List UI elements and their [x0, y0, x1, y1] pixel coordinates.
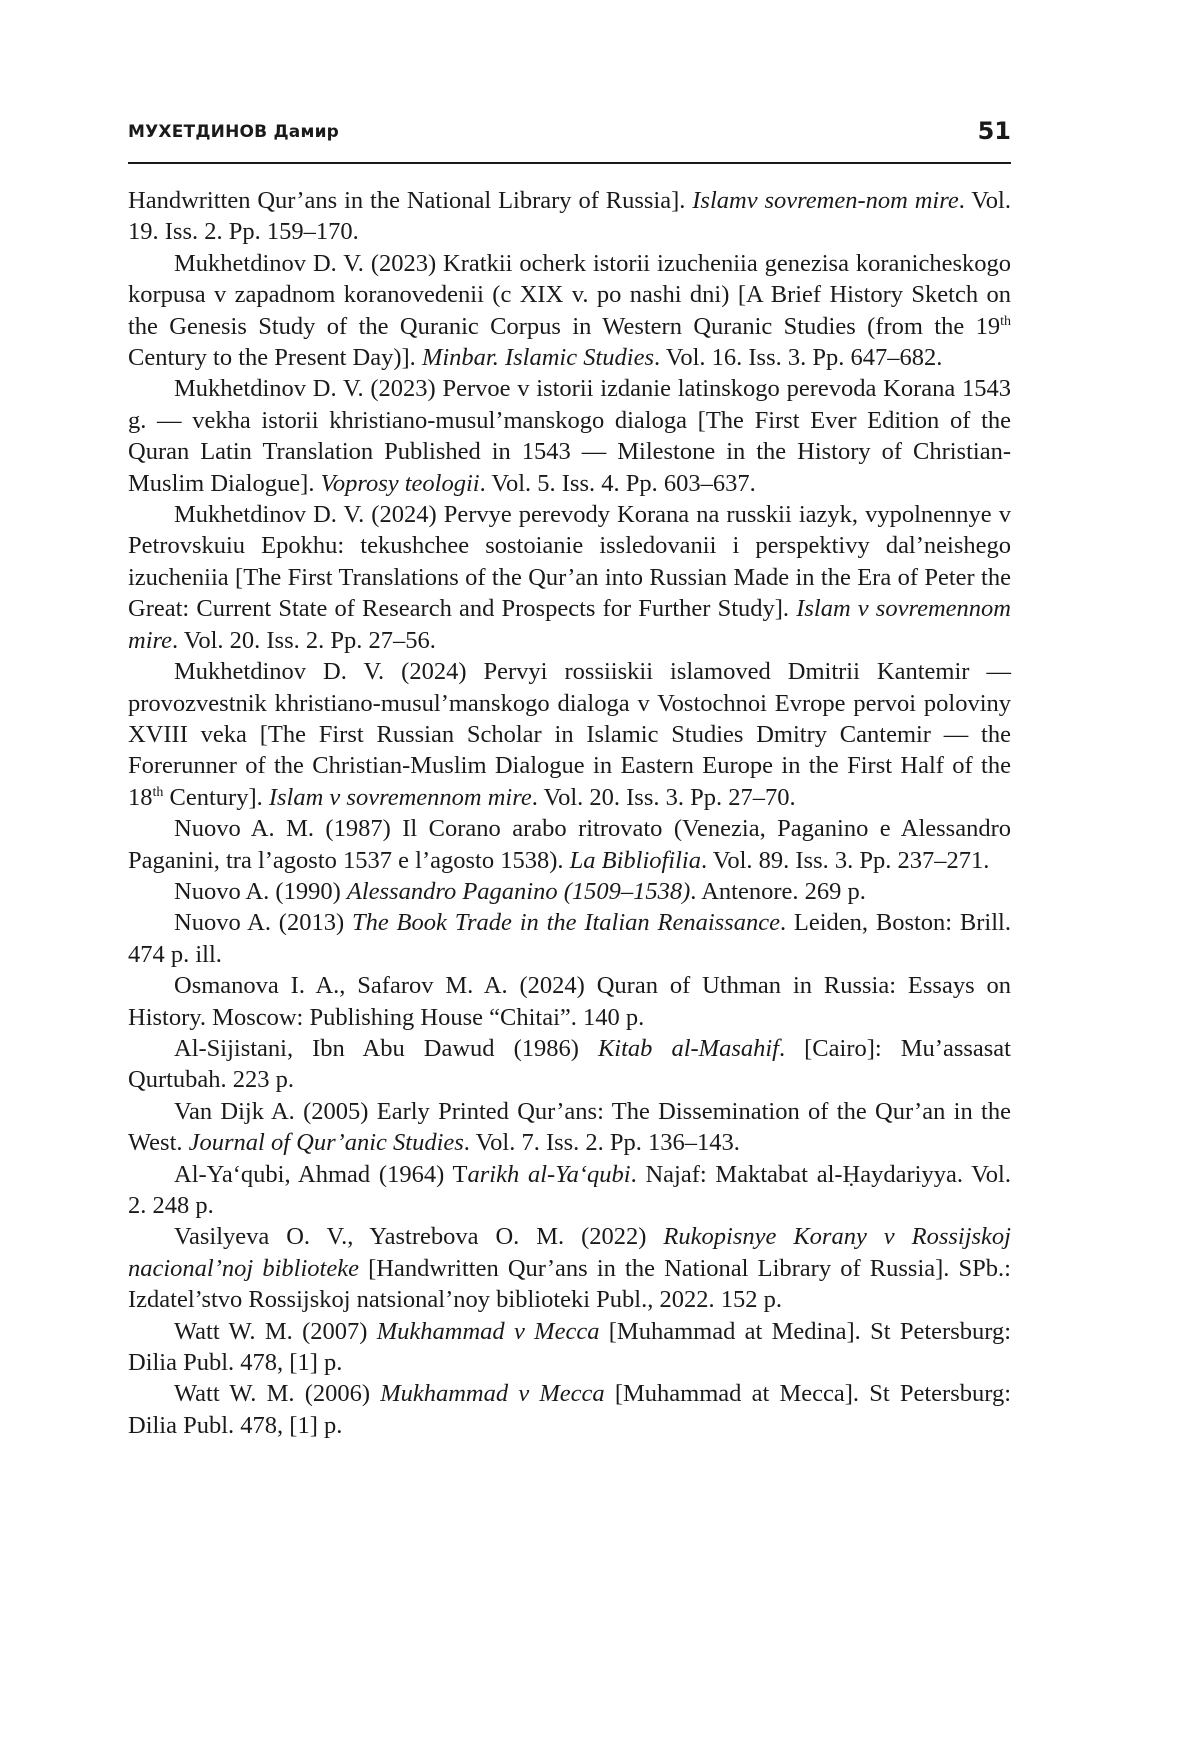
reference-text: . Antenore. 269 p.	[690, 877, 866, 905]
page-number: 51	[977, 117, 1011, 145]
reference-text: Nuovo A. (2013)	[174, 909, 352, 937]
reference-text: Vasilyeva O. V., Yastrebova O. M. (2022)	[174, 1223, 664, 1251]
reference-italic-title: Mukhammad v Mecca	[380, 1380, 605, 1408]
reference-italic-title: Islam v sovremennom mire	[128, 595, 1011, 654]
reference-italic-title: Kitab al-Masahif	[597, 1034, 779, 1062]
reference-entry	[128, 248, 1011, 374]
reference-text: . [Cairo]: Mu’assasat Qurtubah. 223 p.	[128, 1034, 1011, 1094]
ordinal-superscript: th	[152, 784, 164, 800]
reference-entry	[128, 1221, 1011, 1315]
reference-text: Mukhetdinov D. V. (2023) Kratkii ocherk istorii izucheniia genezisa koranicheskogo korpusa v zapadnom koranovedenii (c XIX v. po nashi dni) [A Brief History Sketch on the Genesis Study of the Quranic Corpus in Western Quranic Studies (from the 19	[128, 249, 1011, 340]
reference-italic-title: Islamv sovremen-nom mire	[692, 187, 959, 214]
reference-text: Van Dijk A. (2005) Early Printed Qur’ans: The Dissemination of the Qur’an in the West.	[128, 1097, 1011, 1157]
reference-text: Al-Sijistani, Ibn Abu Dawud (1986)	[174, 1034, 598, 1062]
reference-italic-title: Islam v sovremennom mire	[268, 783, 532, 811]
reference-text: . Vol. 7. Iss. 2. Pp. 136–143.	[463, 1129, 740, 1157]
reference-text: Watt W. M. (2006)	[174, 1380, 381, 1408]
reference-text: . Vol. 89. Iss. 3. Pp. 237–271.	[700, 846, 990, 874]
reference-text: [Muhammad at Mecca]. St Petersburg: Dilia Publ. 478, [1] p.	[128, 1380, 1012, 1439]
reference-entry	[128, 185, 1011, 248]
reference-text: [Muhammad at Medina]. St Petersburg: Dilia Publ. 478, [1] p.	[128, 1317, 1011, 1377]
reference-entry	[128, 656, 1011, 813]
reference-text: Osmanova I. A., Safarov M. A. (2024) Quran of Uthman in Russia: Essays on History. Moscow: Publishing House “Chitai”. 140 p.	[128, 972, 1011, 1031]
ordinal-superscript: th	[1000, 313, 1011, 329]
reference-entry	[128, 907, 1011, 970]
reference-text: Handwritten Qur’ans in the National Library of Russia].	[128, 187, 693, 214]
reference-text: Al-Ya‘qubi, Ahmad (1964) T	[174, 1160, 468, 1188]
reference-text: . Vol. 5. Iss. 4. Pp. 603–637.	[479, 469, 756, 497]
reference-text: . Vol. 20. Iss. 3. Pp. 27–70.	[531, 783, 796, 811]
running-title: МУХЕТДИНОВ Дамир	[128, 122, 340, 142]
reference-entry	[128, 813, 1011, 876]
reference-text: Nuovo A. (1990)	[174, 877, 347, 905]
reference-entry	[128, 876, 1011, 907]
reference-italic-title: The Book Trade in the Italian Renaissance	[351, 909, 780, 937]
reference-entry	[128, 1316, 1011, 1379]
reference-text: . Vol. 16. Iss. 3. Pp. 647–682.	[654, 344, 943, 372]
reference-text: Mukhetdinov D. V. (2024) Pervye perevody Korana na russkii iazyk, vypolnennye v Petrovskuiu Epokhu: tekushchee sostoianie issledovanii i perspektivy dal’neishego izucheniia [The First Translations of the Qur’an into Russian Made in the Era of Peter the Great: Current State of Research and Prospects for Further Study].	[128, 501, 1011, 623]
reference-italic-title: Mukhammad v Mecca	[376, 1317, 600, 1345]
reference-italic-title: Alessandro Paganino (1509–1538)	[346, 877, 691, 905]
reference-text: . Vol. 20. Iss. 2. Pp. 27–56.	[172, 626, 436, 654]
reference-text: . Vol. 19. Iss. 2. Pp. 159–170.	[128, 187, 1011, 246]
reference-italic-title: La Bibliofilia	[569, 846, 701, 874]
reference-text: . Najaf: Maktabat al-Ḥaydariyya. Vol. 2. 248 p.	[128, 1160, 1011, 1219]
reference-text: Mukhetdinov D. V. (2023) Pervoe v istorii izdanie latinskogo perevoda Korana 1543 g. — vekha istorii khristiano-musul’manskogo dialoga [The First Ever Edition of the Quran Latin Translation Published in 1543 — Milestone in the History of Christian-Muslim Dialogue].	[128, 375, 1011, 497]
reference-list	[128, 185, 1011, 1441]
reference-italic-title: arikh al-Ya‘qubi	[467, 1160, 631, 1188]
reference-text: Century].	[163, 783, 269, 811]
reference-entry	[128, 1159, 1011, 1222]
reference-italic-title: Rukopisnye Korany v Rossijskoj nacional’noj biblioteke	[128, 1223, 1011, 1282]
reference-entry	[128, 970, 1011, 1033]
reference-entry	[128, 373, 1011, 499]
reference-italic-title: Minbar. Islamic Studies	[421, 344, 654, 372]
reference-entry	[128, 1378, 1011, 1441]
reference-entry	[128, 499, 1011, 656]
reference-text: . Leiden, Boston: Brill. 474 p. ill.	[128, 909, 1011, 968]
reference-italic-title: Voprosy teologii	[320, 469, 480, 497]
reference-italic-title: Journal of Qur’anic Studies	[188, 1129, 464, 1157]
reference-text: Mukhetdinov D. V. (2024) Pervyi rossiiskii islamoved Dmitrii Kantemir — provozvestnik khristiano-musul’manskogo dialoga v Vostochnoi Evrope pervoi poloviny XVIII veka [The First Russian Scholar in Islamic Studies Dmitry Cantemir — the Forerunner of the Christian-Muslim Dialogue in Eastern Europe in the First Half of the 18	[128, 658, 1011, 811]
running-header	[128, 117, 1011, 164]
reference-text: Century to the Present Day)].	[128, 344, 422, 372]
reference-text: Nuovo A. M. (1987) Il Corano arabo ritrovato (Venezia, Paganino e Alessandro Paganini, tra l’agosto 1537 e l’agosto 1538).	[128, 815, 1011, 874]
reference-entry	[128, 1033, 1011, 1096]
reference-text: [Handwritten Qur’ans in the National Library of Russia]. SPb.: Izdatel’stvo Rossijskoj natsional’noy biblioteki Publ., 2022. 152 p.	[128, 1254, 1011, 1314]
reference-entry	[128, 1096, 1011, 1159]
reference-text: Watt W. M. (2007)	[174, 1317, 377, 1345]
